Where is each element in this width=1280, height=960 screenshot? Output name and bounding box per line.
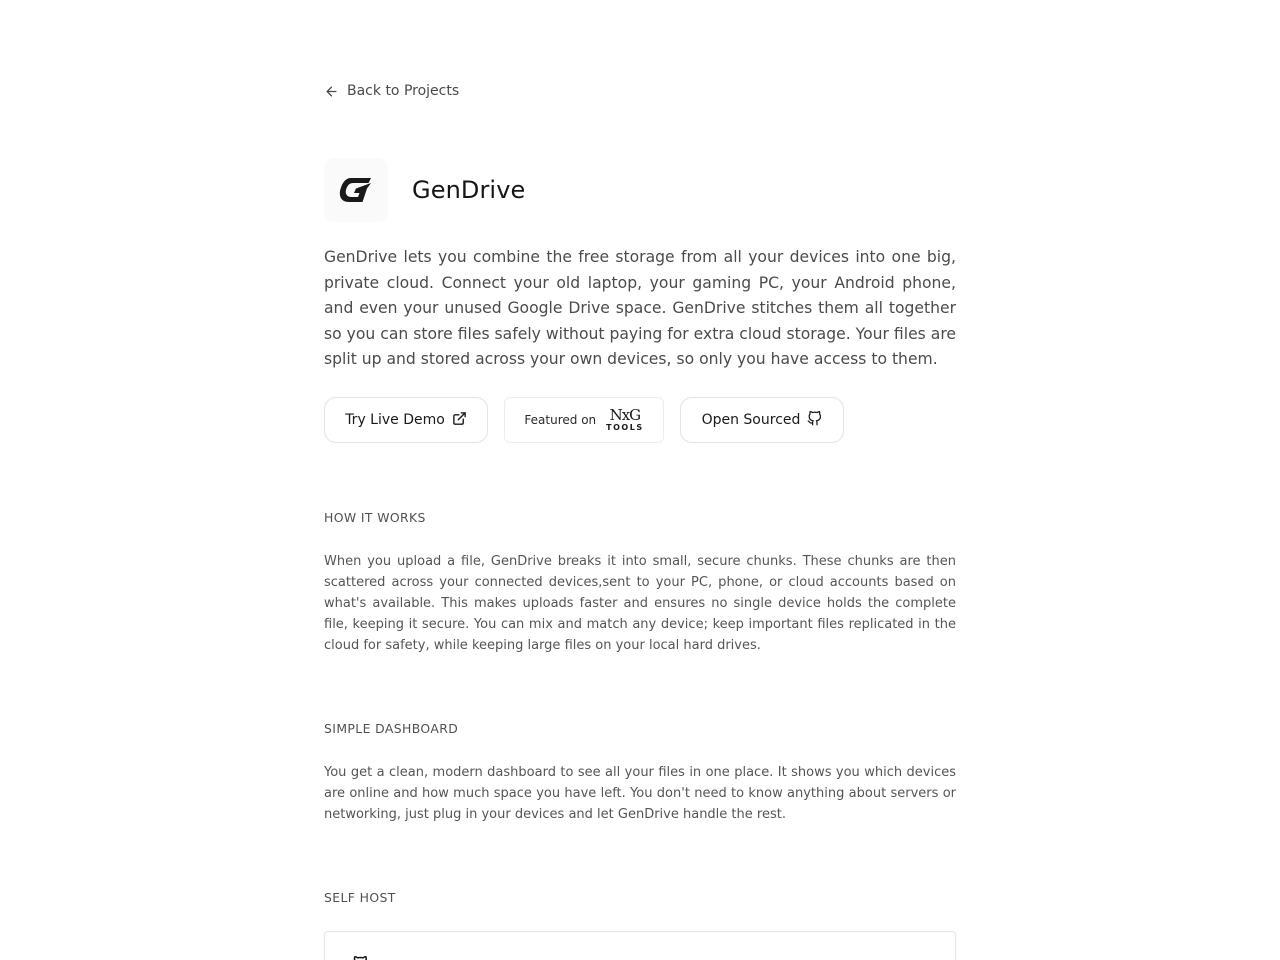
- nxg-tools-logo: [606, 408, 643, 432]
- try-live-demo-label: Try Live Demo: [345, 412, 445, 428]
- self-host-card: [324, 931, 956, 960]
- featured-on-label: Featured on: [524, 413, 597, 427]
- try-live-demo-button[interactable]: [324, 397, 488, 443]
- section-text-simple-dashboard: You get a clean, modern dashboard to see all your files in one place. It shows you which devices are online and how much space you have left. You don't need to know anything about servers or networking, just plug in your devices and let GenDrive handle the rest.: [324, 765, 956, 822]
- arrow-left-icon: [324, 84, 339, 99]
- project-header: [324, 158, 525, 222]
- section-heading-simple-dashboard: SIMPLE DASHBOARD: [324, 721, 459, 736]
- back-to-projects-link[interactable]: [324, 80, 459, 102]
- project-title: GenDrive: [412, 176, 526, 204]
- section-heading-how-it-works: HOW IT WORKS: [324, 510, 426, 525]
- section-heading-self-host: SELF HOST: [324, 890, 396, 905]
- project-actions: [324, 397, 844, 443]
- section-text-how-it-works: When you upload a file, GenDrive breaks it into small, secure chunks. These chunks are then scattered across your connected devices,sent to your PC, phone, or cloud accounts based on what's available. This makes uploads faster and ensures no single device holds the complete file, keeping it secure. You can mix and match any device; keep important files replicated in the cloud for safety, while keeping large files on your local hard drives.: [324, 554, 956, 653]
- nxg-logo-mark: NxG: [609, 406, 641, 424]
- featured-on-badge[interactable]: [504, 397, 664, 443]
- gendrive-logo: [324, 158, 388, 222]
- nxg-logo-text: TOOLS: [606, 423, 644, 432]
- open-sourced-button[interactable]: [680, 397, 844, 443]
- open-sourced-label: Open Sourced: [701, 412, 801, 428]
- project-description: GenDrive lets you combine the free storage from all your devices into one big, private cloud. Connect your old laptop, your gaming PC, your Android phone, and even your unused Google Drive space. GenDrive stitches them all together so you can store files safely without paying for extra cloud storage. Your files are split up and stored across your own devices, so only you have access to them.: [324, 248, 956, 369]
- external-link-icon: [452, 411, 467, 430]
- back-link-label: Back to Projects: [347, 83, 460, 99]
- github-icon: [351, 956, 369, 960]
- github-icon: [807, 411, 822, 430]
